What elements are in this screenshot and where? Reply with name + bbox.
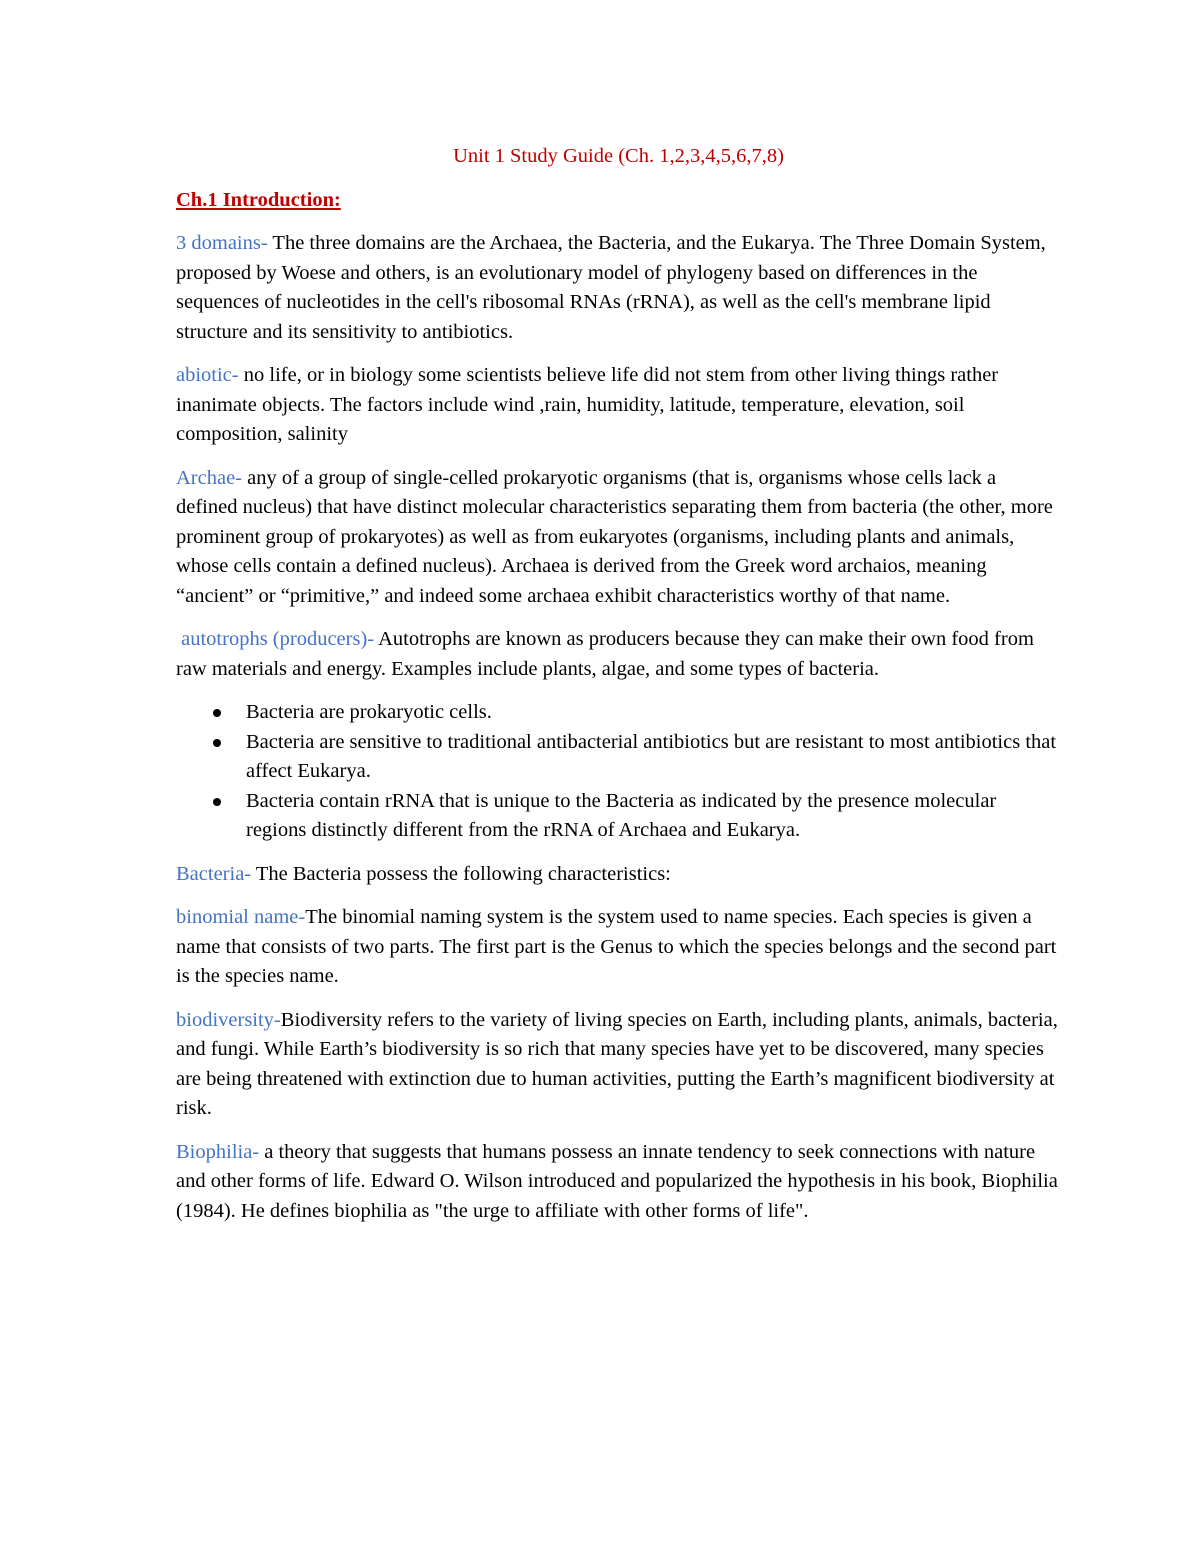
entry-abiotic xyxy=(176,361,1061,450)
term-label: Biophilia- xyxy=(176,1140,260,1163)
entry-bacteria xyxy=(176,860,1061,890)
list-item xyxy=(246,698,1061,728)
section-heading: Ch.1 Introduction: xyxy=(176,188,341,211)
term-label: Bacteria- xyxy=(176,862,252,885)
term-definition: The binomial naming system is the system used to name species. Each species is given a name that consists of two parts. The first part is the Genus to which the species belongs and the second part is the species name. xyxy=(176,906,1057,987)
entry-biodiversity xyxy=(176,1006,1061,1124)
list-item xyxy=(246,728,1061,787)
entry-archae xyxy=(176,464,1061,612)
list-item xyxy=(246,787,1061,846)
entry-3-domains xyxy=(176,229,1061,347)
bullet-icon xyxy=(213,709,221,717)
term-definition: a theory that suggests that humans possess an innate tendency to seek connections with nature and other forms of life. Edward O. Wilson introduced and popularized the hypothesis in his book, Biophilia (1984). He defines biophilia as "the urge to affiliate with other forms of life". xyxy=(176,1140,1058,1222)
list-item-text: Bacteria contain rRNA that is unique to the Bacteria as indicated by the presence molecular regions distinctly different from the rRNA of Archaea and Eukarya. xyxy=(246,789,997,841)
term-definition: no life, or in biology some scientists believe life did not stem from other living things rather inanimate objects. The factors include wind ,rain, humidity, latitude, temperature, elevation, soil composition, salinity xyxy=(176,364,999,445)
term-definition: Biodiversity refers to the variety of living species on Earth, including plants, animals, bacteria, and fungi. While Earth’s biodiversity is so rich that many species have yet to be discovered, many species are being threatened with extinction due to human activities, putting the Earth’s magnificent biodiversity at risk. xyxy=(176,1008,1058,1119)
term-label: Archae- xyxy=(176,466,243,489)
document-page xyxy=(176,142,1061,1240)
term-definition: Autotrophs are known as producers because they can make their own food from raw materials and energy. Examples include plants, algae, and some types of bacteria. xyxy=(176,628,1034,680)
term-label: abiotic- xyxy=(176,364,239,386)
term-definition: any of a group of single-celled prokaryotic organisms (that is, organisms whose cells lack a defined nucleus) that have distinct molecular characteristics separating them from bacteria (the other, more prominent group of prokaryotes) as well as from eukaryotes (organisms, including plants and animals, whose cells contain a defined nucleus). Archaea is derived from the Greek word archaios, meaning “ancient” or “primitive,” and indeed some archaea exhibit characteristics worthy of that name. xyxy=(176,466,1053,607)
term-label: 3 domains- xyxy=(176,232,268,254)
bullet-icon xyxy=(213,739,221,747)
bacteria-bullet-list xyxy=(176,698,1061,846)
entry-biophilia xyxy=(176,1138,1061,1227)
term-definition: The Bacteria possess the following characteristics: xyxy=(251,862,671,885)
list-item-text: Bacteria are prokaryotic cells. xyxy=(246,701,492,723)
document-title: Unit 1 Study Guide (Ch. 1,2,3,4,5,6,7,8) xyxy=(453,145,784,167)
entry-autotrophs xyxy=(176,625,1061,684)
list-item-text: Bacteria are sensitive to traditional antibacterial antibiotics but are resistant to most antibiotics that affect Eukarya. xyxy=(246,730,1057,782)
term-definition: The three domains are the Archaea, the Bacteria, and the Eukarya. The Three Domain System, proposed by Woese and others, is an evolutionary model of phylogeny based on differences in the sequences of nucleotides in the cell's ribosomal RNAs (rRNA), as well as the cell's membrane lipid structure and its sensitivity to antibiotics. xyxy=(176,232,1046,343)
term-label: biodiversity- xyxy=(176,1008,281,1031)
term-label: binomial name- xyxy=(176,906,306,928)
term-label: autotrophs (producers)- xyxy=(176,628,375,650)
entry-binomial-name xyxy=(176,903,1061,992)
bullet-icon xyxy=(213,798,221,806)
